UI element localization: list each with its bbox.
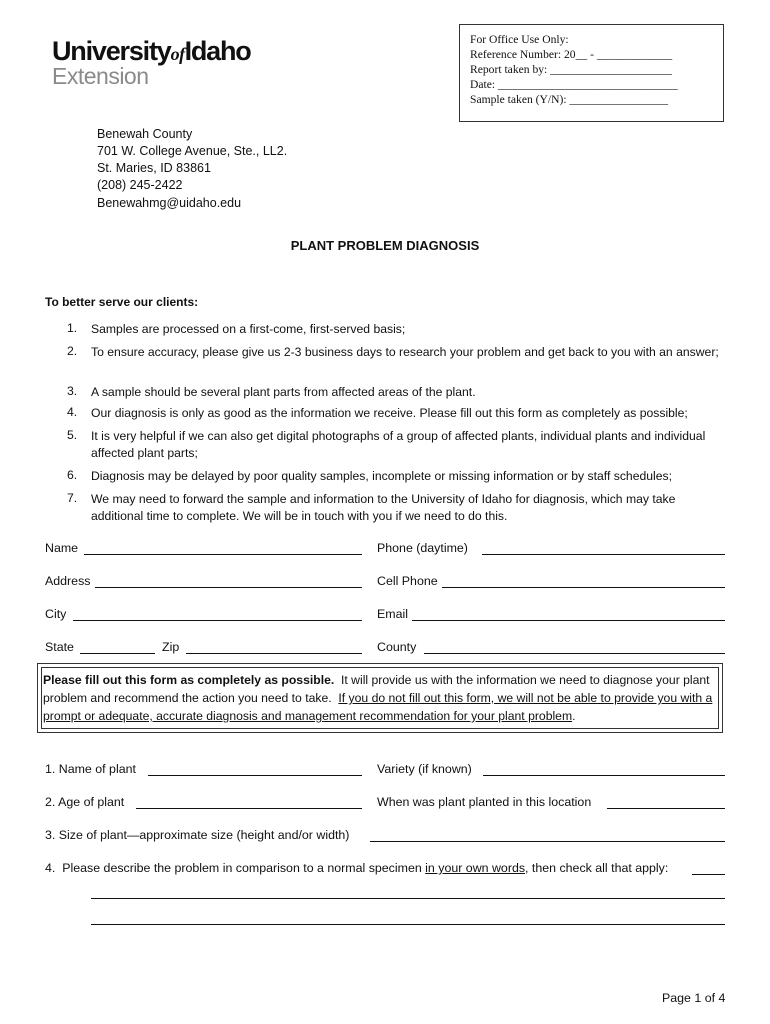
office-use-heading: For Office Use Only: [470, 33, 569, 46]
address-street: 701 W. College Avenue, Ste., LL2. [97, 144, 288, 158]
plant-name-field[interactable] [148, 775, 362, 776]
variety-field[interactable] [483, 775, 725, 776]
name-field[interactable] [84, 554, 362, 555]
intro-heading: To better serve our clients: [45, 295, 199, 309]
list-item-number: 1. [67, 321, 78, 335]
list-item: Diagnosis may be delayed by poor quality samples, incomplete or missing information or by staff schedules; [91, 469, 673, 483]
list-item-number: 2. [67, 344, 78, 358]
plant-size-field[interactable] [370, 841, 725, 842]
question-age-of-plant: 2. Age of plant [45, 795, 125, 809]
email-label: Email [377, 607, 408, 621]
notice-bold-text: Please fill out this form as completely as possible. [43, 673, 335, 687]
office-use-box [459, 24, 724, 122]
list-item-number: 3. [67, 384, 78, 398]
question-name-of-plant: 1. Name of plant [45, 762, 136, 776]
address-email: Benewahmg@uidaho.edu [97, 196, 242, 210]
list-item-number: 4. [67, 405, 78, 419]
describe-check-field[interactable] [692, 874, 725, 875]
describe-line-2[interactable] [91, 924, 725, 925]
q4-underlined: in your own words [425, 861, 526, 875]
list-item: A sample should be several plant parts from affected areas of the plant. [91, 385, 476, 399]
planted-when-field[interactable] [607, 808, 725, 809]
sample-taken-field[interactable]: Sample taken (Y/N): _________________ [470, 93, 669, 106]
cell-phone-field[interactable] [442, 587, 725, 588]
list-item: Our diagnosis is only as good as the information we receive. Please fill out this form as completely as possible; [91, 406, 688, 420]
phone-field[interactable] [482, 554, 725, 555]
describe-line-1[interactable] [91, 898, 725, 899]
address-city: St. Maries, ID 83861 [97, 161, 211, 175]
address-county: Benewah County [97, 127, 193, 141]
q4-prefix: 4. Please describe the problem in comparison to a normal specimen [45, 861, 426, 875]
logo-university: University [52, 36, 171, 66]
city-field[interactable] [73, 620, 362, 621]
notice-normal-text: It will provide us with the information we need to diagnose your plant problem and recommend the action you need to take. [43, 673, 713, 705]
zip-label: Zip [162, 640, 180, 654]
address-label: Address [45, 574, 91, 588]
logo-of: of [170, 44, 185, 64]
city-label: City [45, 607, 67, 621]
list-item: We may need to forward the sample and information to the University of Idaho for diagnosis, which may take additional time to complete. We will be in touch with you if we need to do this. [91, 492, 676, 523]
address-field[interactable] [95, 587, 362, 588]
logo-idaho: Idaho [184, 36, 251, 66]
zip-field[interactable] [186, 653, 362, 654]
logo-extension: Extension [52, 63, 149, 89]
name-label: Name [45, 541, 79, 555]
page-title: PLANT PROBLEM DIAGNOSIS [290, 238, 480, 253]
email-field[interactable] [412, 620, 725, 621]
notice-box [37, 663, 723, 733]
plant-age-field[interactable] [136, 808, 362, 809]
variety-label: Variety (if known) [377, 762, 472, 776]
county-label: County [377, 640, 417, 654]
notice-underlined-text: If you do not fill out this form, we will not be able to provide you with a prompt or adequate, accurate diagnosis and management recommendation for your plant problem [43, 691, 713, 723]
question-size-of-plant: 3. Size of plant—approximate size (height and/or width) [45, 828, 350, 842]
county-field[interactable] [424, 653, 725, 654]
notice-end: . [572, 709, 576, 723]
state-label: State [45, 640, 74, 654]
page-number: Page 1 of 4 [662, 991, 726, 1005]
report-taken-by-field[interactable]: Report taken by: _____________________ [470, 63, 672, 76]
q4-suffix: , then check all that apply: [525, 861, 669, 875]
list-item-number: 6. [67, 468, 78, 482]
cell-phone-label: Cell Phone [377, 574, 438, 588]
notice-text [43, 671, 717, 725]
list-item-number: 5. [67, 428, 78, 442]
question-describe-problem [45, 861, 668, 875]
list-item: To ensure accuracy, please give us 2-3 business days to research your problem and get back to you with an answer; [91, 345, 719, 359]
reference-number-field[interactable]: Reference Number: 20__ - _____________ [470, 48, 673, 61]
list-item: It is very helpful if we can also get digital photographs of a group of affected plants, individual plants and individual affected plant parts; [91, 429, 706, 460]
planted-when-label: When was plant planted in this location [377, 795, 592, 809]
address-phone: (208) 245-2422 [97, 178, 183, 192]
list-item: Samples are processed on a first-come, first-served basis; [91, 322, 406, 336]
phone-label: Phone (daytime) [377, 541, 468, 555]
list-item-number: 7. [67, 491, 78, 505]
office-date-field[interactable]: Date: _______________________________ [470, 78, 678, 91]
state-field[interactable] [80, 653, 155, 654]
